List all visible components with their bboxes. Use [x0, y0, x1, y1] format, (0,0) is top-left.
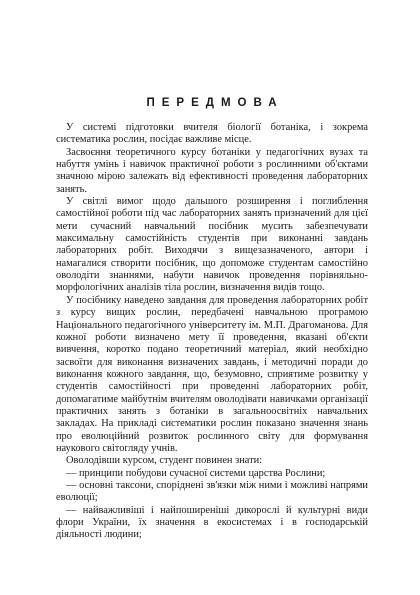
page-title: ПЕРЕДМОВА: [146, 97, 284, 109]
list-item-3: — найважливіші і найпоширеніші дикорослі й культурні види флори України, їх значення в екосистемах і в господарській діяльності людини;: [56, 504, 368, 541]
paragraph-2: Засвоєння теоретичного курсу ботаніки у педагогічних вузах та набуття умінь і навичок практичної роботи з рослинними об'єктами значною мірою залежать від ефективності проведення лабораторних занять.: [56, 146, 368, 195]
list-item-1: — принципи побудови сучасної системи царства Рослини;: [66, 467, 326, 479]
paragraph-1: У системі підготовки вчителя біології ботаніка, і зокрема систематика рослин, посідає важливе місце.: [56, 122, 368, 146]
paragraph-5: Оволодівши курсом, студент повинен знати:: [66, 455, 263, 467]
paragraph-3: У світлі вимог щодо дальшого розширення і поглиблення самостійної роботи під час лабораторних занять призначений для цієї мети сучасний навчальний посібник мусить забезпечувати максимальну самостійність студентів при виконанні завдань лабораторних робіт. Виходячи з вищезазначеного, автори і намагалися створити посібник, що допоможе студентам самостійно оволодіти знаннями, набути навичок проведення порівняльно-морфологічних аналізів тіла рослин, визначення видів тощо.: [56, 196, 368, 294]
paragraph-4: У посібнику наведено завдання для проведення лабораторних робіт з курсу вищих рослин, передбачені навчальною програмою Національного педагогічного університету ім. М.П. Драгоманова. Для кожної роботи визначено мету її проведення, вказані об'єкти вивчення, коротко подано теоретичний матеріал, який необхідно засвоїти для виконання визначених завдань, і методичні поради до виконання кожного завдання, що, безумовно, сприятиме розвитку у студентів самостійності при проведенні лабораторних робіт, допомагатиме майбутнім вчителям оволодівати навичками організації практичних занять з ботаніки в загальноосвітніх навчальних закладах. На прикладі систематики рослин показано значення знань про еволюційний розвиток рослинного світу для формування наукового світогляду учнів.: [56, 294, 368, 454]
list-item-2: — основні таксони, споріднені зв'язки між ними і можливі напрями еволюції;: [56, 479, 368, 504]
